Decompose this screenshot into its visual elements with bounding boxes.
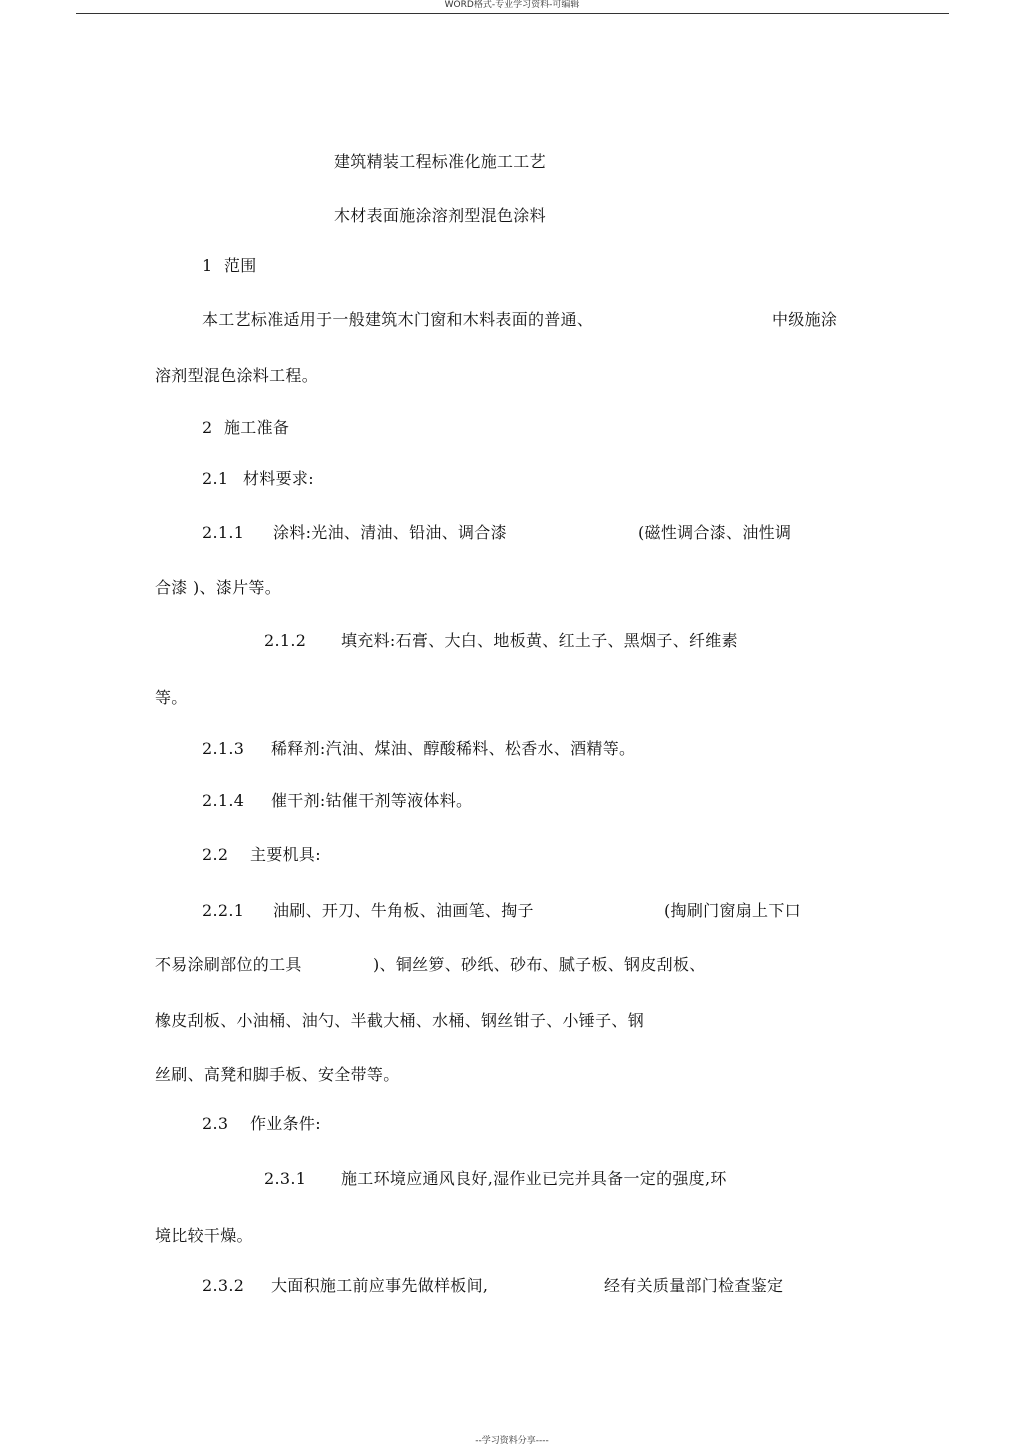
item-2-2-1-line-1a: 油刷、开刀、牛角板、油画笔、掏子 xyxy=(273,901,534,920)
section-1-number: 1 xyxy=(202,256,213,275)
item-2-3-2-line-1a: 大面积施工前应事先做样板间, xyxy=(271,1276,489,1295)
item-2-1-1-line-1a: 涂料:光油、清油、铅油、调合漆 xyxy=(273,523,507,542)
item-2-1-2-number: 2.1.2 xyxy=(264,631,307,650)
section-2-2-number: 2.2 xyxy=(202,845,229,864)
header-rule xyxy=(76,13,949,14)
section-2-1-number: 2.1 xyxy=(202,469,229,488)
item-2-1-4-line-1: 催干剂:钴催干剂等液体料。 xyxy=(271,791,473,810)
page-footer: --学习资料分享---- xyxy=(475,1436,549,1446)
item-2-2-1-line-2b: )、铜丝箩、砂纸、砂布、腻子板、钢皮刮板、 xyxy=(373,955,706,974)
item-2-3-1-line-1: 施工环境应通风良好,湿作业已完并具备一定的强度,环 xyxy=(341,1169,727,1188)
item-2-1-1-line-2: 合漆 )、漆片等。 xyxy=(155,578,282,597)
section-2-2-title: 主要机具: xyxy=(250,845,321,864)
section-1-paragraph-line-2: 溶剂型混色涂料工程。 xyxy=(155,366,319,385)
page-header: WORD格式-专业学习资料-可编辑 xyxy=(444,0,580,10)
section-2-3-title: 作业条件: xyxy=(250,1114,321,1133)
section-1-paragraph-line-1b: 中级施涂 xyxy=(772,310,838,329)
section-1-title: 范围 xyxy=(224,256,257,275)
document-title: 建筑精装工程标准化施工工艺 xyxy=(334,152,546,171)
document-subtitle: 木材表面施涂溶剂型混色涂料 xyxy=(334,206,546,225)
item-2-3-1-number: 2.3.1 xyxy=(264,1169,307,1188)
section-2-title: 施工准备 xyxy=(224,418,290,437)
section-1-paragraph-line-1a: 本工艺标准适用于一般建筑木门窗和木料表面的普通、 xyxy=(202,310,594,329)
item-2-2-1-line-1b: (掏刷门窗扇上下口 xyxy=(664,901,801,920)
item-2-3-1-line-2: 境比较干燥。 xyxy=(155,1226,253,1245)
item-2-3-2-number: 2.3.2 xyxy=(202,1276,245,1295)
item-2-2-1-line-3: 橡皮刮板、小油桶、油勺、半截大桶、水桶、钢丝钳子、小锤子、钢 xyxy=(155,1011,645,1030)
item-2-3-2-line-1b: 经有关质量部门检查鉴定 xyxy=(604,1276,784,1295)
item-2-2-1-line-4: 丝刷、高凳和脚手板、安全带等。 xyxy=(155,1065,400,1084)
item-2-1-1-number: 2.1.1 xyxy=(202,523,245,542)
section-2-3-number: 2.3 xyxy=(202,1114,229,1133)
item-2-1-3-line-1: 稀释剂:汽油、煤油、醇酸稀料、松香水、酒精等。 xyxy=(271,739,636,758)
item-2-1-4-number: 2.1.4 xyxy=(202,791,245,810)
item-2-1-3-number: 2.1.3 xyxy=(202,739,245,758)
item-2-2-1-number: 2.2.1 xyxy=(202,901,245,920)
item-2-1-1-line-1b: (磁性调合漆、油性调 xyxy=(638,523,792,542)
section-2-1-title: 材料要求: xyxy=(243,469,314,488)
item-2-1-2-line-1: 填充料:石膏、大白、地板黄、红土子、黑烟子、纤维素 xyxy=(341,631,738,650)
section-2-number: 2 xyxy=(202,418,213,437)
item-2-2-1-line-2a: 不易涂刷部位的工具 xyxy=(155,955,302,974)
item-2-1-2-line-2: 等。 xyxy=(155,688,188,707)
